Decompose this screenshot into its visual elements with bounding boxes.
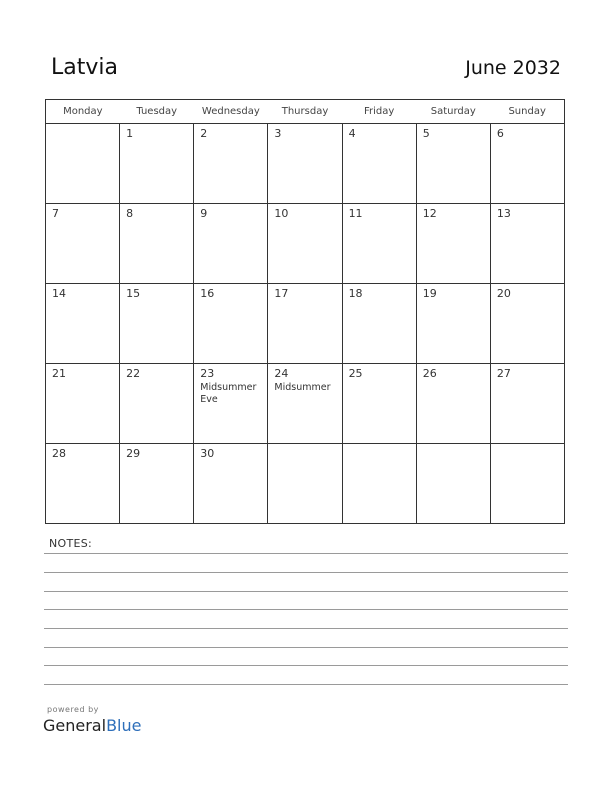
day-number: 10 xyxy=(274,207,289,220)
day-cell xyxy=(342,444,416,524)
day-cell xyxy=(120,124,194,204)
week-row xyxy=(46,364,565,444)
week-row xyxy=(46,284,565,364)
day-number: 17 xyxy=(274,287,289,300)
day-number: 20 xyxy=(496,287,511,300)
day-cell xyxy=(120,204,194,284)
notes-label: NOTES: xyxy=(49,537,93,550)
day-number: 13 xyxy=(496,207,511,220)
weekday-sunday: Sunday xyxy=(490,100,564,124)
day-number: 2 xyxy=(200,127,208,140)
day-number: 26 xyxy=(422,367,437,380)
holiday-label: Midsummer Eve xyxy=(200,382,257,405)
day-number: 6 xyxy=(496,127,504,140)
generalblue-logo[interactable] xyxy=(43,716,141,735)
day-cell xyxy=(46,364,120,444)
logo-blue-text: Blue xyxy=(106,716,142,735)
day-cell xyxy=(120,444,194,524)
day-cell xyxy=(416,444,490,524)
weekday-friday: Friday xyxy=(342,100,416,124)
logo-general-text: General xyxy=(43,716,107,735)
day-cell xyxy=(490,364,564,444)
day-number: 9 xyxy=(200,207,208,220)
day-cell xyxy=(342,124,416,204)
day-number: 11 xyxy=(348,207,363,220)
note-line xyxy=(44,628,568,629)
note-line xyxy=(44,572,568,573)
day-cell xyxy=(342,364,416,444)
weekday-wednesday: Wednesday xyxy=(194,100,268,124)
day-number: 28 xyxy=(52,447,66,460)
weekday-saturday: Saturday xyxy=(416,100,490,124)
day-cell xyxy=(416,364,490,444)
weekday-tuesday: Tuesday xyxy=(120,100,194,124)
day-cell xyxy=(268,364,342,444)
weekday-header-row xyxy=(46,100,565,124)
day-number: 1 xyxy=(126,127,134,140)
day-cell xyxy=(46,444,120,524)
day-cell xyxy=(120,364,194,444)
day-number: 21 xyxy=(52,367,66,380)
day-cell xyxy=(416,204,490,284)
note-line xyxy=(44,665,568,666)
day-number: 7 xyxy=(52,207,59,220)
day-cell xyxy=(490,124,564,204)
day-cell xyxy=(46,284,120,364)
day-cell xyxy=(194,124,268,204)
day-number: 3 xyxy=(274,127,282,140)
day-cell xyxy=(342,284,416,364)
day-number: 5 xyxy=(422,127,430,140)
day-number: 27 xyxy=(496,367,511,380)
day-number: 23 xyxy=(200,367,215,380)
note-line xyxy=(44,591,568,592)
country-title: Latvia xyxy=(51,55,118,80)
day-cell xyxy=(120,284,194,364)
day-cell xyxy=(490,284,564,364)
day-cell xyxy=(342,204,416,284)
week-row xyxy=(46,124,565,204)
day-number: 14 xyxy=(52,287,66,300)
day-cell xyxy=(194,444,268,524)
note-line xyxy=(44,684,568,685)
weekday-monday: Monday xyxy=(46,100,120,124)
day-number: 22 xyxy=(126,367,141,380)
day-cell xyxy=(194,284,268,364)
day-number: 25 xyxy=(348,367,363,380)
day-number: 8 xyxy=(126,207,134,220)
day-number: 12 xyxy=(422,207,437,220)
weekday-thursday: Thursday xyxy=(268,100,342,124)
holiday-label: Midsummer xyxy=(274,382,331,393)
day-cell xyxy=(46,204,120,284)
day-cell xyxy=(268,284,342,364)
day-number: 18 xyxy=(348,287,363,300)
day-cell xyxy=(194,204,268,284)
day-number: 19 xyxy=(422,287,437,300)
week-row xyxy=(46,204,565,284)
day-number: 24 xyxy=(274,367,289,380)
note-line xyxy=(44,647,568,648)
day-number: 29 xyxy=(126,447,141,460)
day-cell xyxy=(268,444,342,524)
day-cell xyxy=(416,284,490,364)
day-number: 16 xyxy=(200,287,215,300)
day-cell xyxy=(490,204,564,284)
day-cell xyxy=(490,444,564,524)
day-number: 30 xyxy=(200,447,215,460)
week-row xyxy=(46,444,565,524)
month-title: June 2032 xyxy=(465,57,561,79)
note-line xyxy=(44,609,568,610)
day-cell xyxy=(46,124,120,204)
day-cell xyxy=(194,364,268,444)
day-number: 15 xyxy=(126,287,141,300)
calendar-grid xyxy=(45,99,565,524)
day-number: 4 xyxy=(348,127,356,140)
day-cell xyxy=(268,124,342,204)
day-cell xyxy=(416,124,490,204)
note-line xyxy=(44,553,568,554)
powered-by-text: powered by xyxy=(47,705,99,714)
day-cell xyxy=(268,204,342,284)
